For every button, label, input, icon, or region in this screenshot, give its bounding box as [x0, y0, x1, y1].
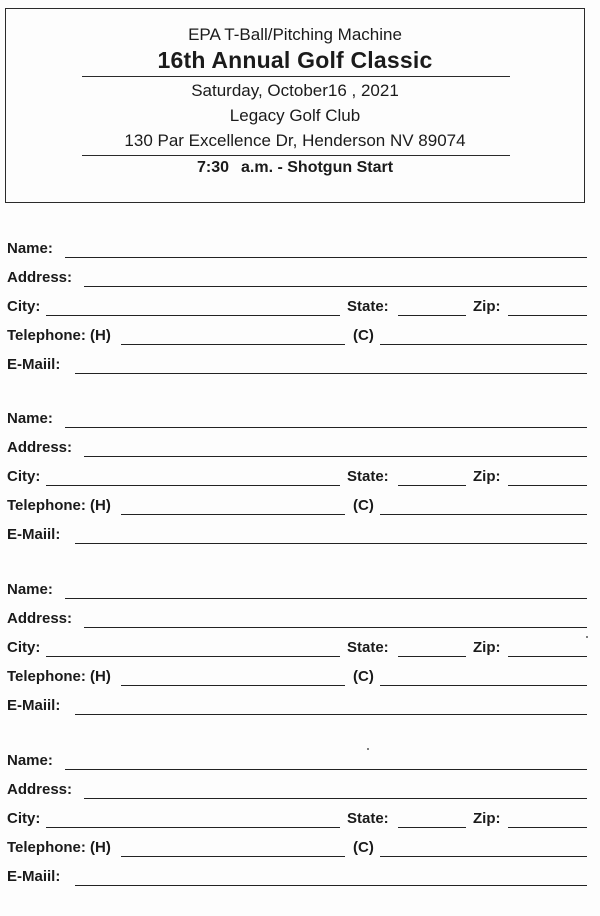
state-label: State:	[347, 639, 389, 656]
telephone-home-label: Telephone: (H)	[7, 839, 111, 856]
address-label: Address:	[7, 781, 73, 798]
telephone-cell-label: (C)	[353, 497, 374, 514]
city-label: City:	[7, 810, 41, 827]
city-field[interactable]	[46, 315, 340, 316]
email-field[interactable]	[75, 714, 587, 715]
player-form-block	[0, 581, 600, 731]
email-field[interactable]	[75, 373, 587, 374]
city-label: City:	[7, 298, 41, 315]
city-field[interactable]	[46, 485, 340, 486]
zip-label: Zip:	[473, 810, 501, 827]
event-header	[5, 8, 585, 203]
name-label: Name:	[7, 240, 53, 257]
email-field[interactable]	[75, 543, 587, 544]
address-field[interactable]	[84, 627, 587, 628]
email-label: E-Maiil:	[7, 868, 61, 885]
telephone-cell-label: (C)	[353, 839, 374, 856]
city-field[interactable]	[46, 656, 340, 657]
scan-speck	[367, 748, 369, 750]
zip-field[interactable]	[508, 485, 587, 486]
telephone-cell-field[interactable]	[380, 856, 587, 857]
telephone-cell-label: (C)	[353, 668, 374, 685]
event-venue: Legacy Golf Club	[229, 106, 361, 125]
player-form-block	[0, 240, 600, 390]
address-divider	[82, 155, 510, 156]
telephone-home-field[interactable]	[121, 856, 345, 857]
email-label: E-Maiil:	[7, 697, 61, 714]
name-field[interactable]	[65, 427, 587, 428]
zip-field[interactable]	[508, 315, 587, 316]
telephone-cell-field[interactable]	[380, 344, 587, 345]
name-label: Name:	[7, 410, 53, 427]
telephone-cell-label: (C)	[353, 327, 374, 344]
email-label: E-Maiil:	[7, 356, 61, 373]
state-field[interactable]	[398, 315, 466, 316]
state-field[interactable]	[398, 485, 466, 486]
state-field[interactable]	[398, 656, 466, 657]
address-field[interactable]	[84, 456, 587, 457]
name-label: Name:	[7, 581, 53, 598]
player-form-block	[0, 410, 600, 560]
city-field[interactable]	[46, 827, 340, 828]
telephone-home-field[interactable]	[121, 685, 345, 686]
address-label: Address:	[7, 610, 73, 627]
email-label: E-Maiil:	[7, 526, 61, 543]
zip-field[interactable]	[508, 827, 587, 828]
start-text: a.m. - Shotgun Start	[241, 159, 394, 176]
zip-label: Zip:	[473, 298, 501, 315]
zip-label: Zip:	[473, 468, 501, 485]
address-field[interactable]	[84, 798, 587, 799]
address-label: Address:	[7, 439, 73, 456]
telephone-home-field[interactable]	[121, 514, 345, 515]
zip-field[interactable]	[508, 656, 587, 657]
telephone-home-field[interactable]	[121, 344, 345, 345]
telephone-cell-field[interactable]	[380, 514, 587, 515]
telephone-home-label: Telephone: (H)	[7, 327, 111, 344]
zip-label: Zip:	[473, 639, 501, 656]
email-field[interactable]	[75, 885, 587, 886]
name-field[interactable]	[65, 257, 587, 258]
state-label: State:	[347, 468, 389, 485]
state-field[interactable]	[398, 827, 466, 828]
city-label: City:	[7, 639, 41, 656]
event-title: 16th Annual Golf Classic	[157, 47, 433, 73]
state-label: State:	[347, 810, 389, 827]
name-field[interactable]	[65, 769, 587, 770]
state-label: State:	[347, 298, 389, 315]
address-field[interactable]	[84, 286, 587, 287]
scan-speck	[586, 636, 588, 638]
city-label: City:	[7, 468, 41, 485]
telephone-home-label: Telephone: (H)	[7, 668, 111, 685]
organization-name: EPA T-Ball/Pitching Machine	[188, 25, 402, 44]
name-label: Name:	[7, 752, 53, 769]
event-date: Saturday, October16 , 2021	[191, 81, 399, 100]
telephone-cell-field[interactable]	[380, 685, 587, 686]
event-address: 130 Par Excellence Dr, Henderson NV 89074	[124, 131, 466, 150]
name-field[interactable]	[65, 598, 587, 599]
telephone-home-label: Telephone: (H)	[7, 497, 111, 514]
title-divider	[82, 76, 510, 77]
start-time: 7:30	[196, 159, 230, 176]
player-form-block	[0, 752, 600, 902]
start-info	[6, 159, 584, 177]
address-label: Address:	[7, 269, 73, 286]
